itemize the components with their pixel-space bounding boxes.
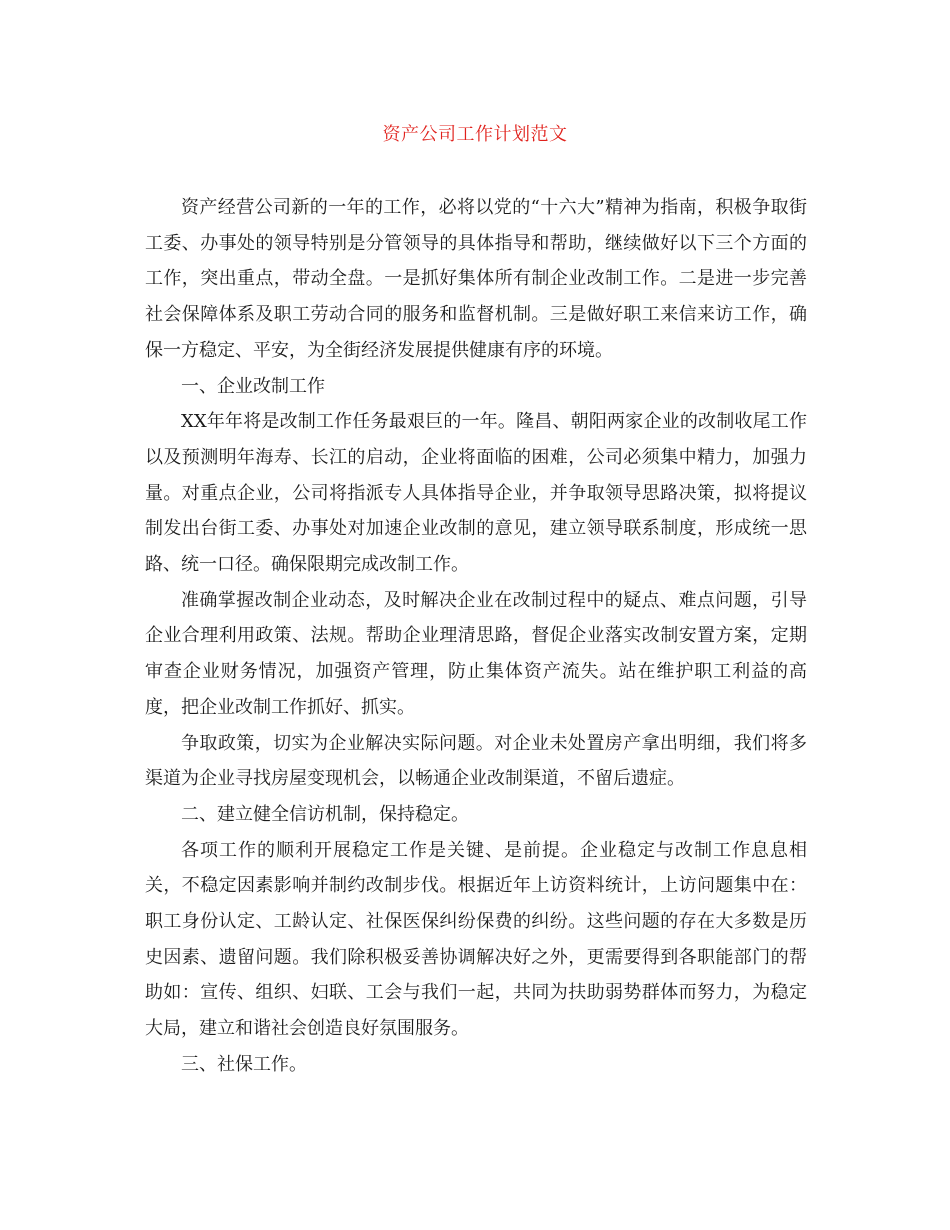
document-title: 资产公司工作计划范文 xyxy=(382,124,568,145)
section-heading-2: 二、建立健全信访机制，保持稳定。 xyxy=(181,803,469,825)
paragraph: 各项工作的顺利开展稳定工作是关键、是前提。企业稳定与改制工作息息相关，不稳定因素影响并制约改制步伐。根据近年上访资料统计，上访问题集中在：职工身份认定、工龄认定、社保医保纠纷保费的纠纷。这些问题的存在大多数是历史因素、遗留问题。我们除积极妥善协调解决好之外，更需要得到各职能部门的帮助如：宣传、组织、妇联、工会与我们一起，共同为扶助弱势群体而努力，为稳定大局，建立和谐社会创造良好氛围服务。 xyxy=(145,839,807,1040)
paragraph-intro: 资产经营公司新的一年的工作，必将以党的“十六大”精神为指南，积极争取街工委、办事处的领导特别是分管领导的具体指导和帮助，继续做好以下三个方面的工作，突出重点，带动全盘。一是抓好集体所有制企业改制工作。二是进一步完善社会保障体系及职工劳动合同的服务和监督机制。三是做好职工来信来访工作，确保一方稳定、平安，为全街经济发展提供健康有序的环境。 xyxy=(145,197,807,361)
paragraph: 准确掌握改制企业动态，及时解决企业在改制过程中的疑点、难点问题，引导企业合理利用政策、法规。帮助企业理清思路，督促企业落实改制安置方案，定期审查企业财务情况，加强资产管理，防止集体资产流失。站在维护职工利益的高度，把企业改制工作抓好、抓实。 xyxy=(145,589,807,718)
document-body xyxy=(145,190,807,1083)
section-heading-1: 一、企业改制工作 xyxy=(181,375,325,397)
paragraph: 争取政策，切实为企业解决实际问题。对企业未处置房产拿出明细，我们将多渠道为企业寻找房屋变现机会，以畅通企业改制渠道，不留后遗症。 xyxy=(145,732,807,790)
paragraph: XX年年将是改制工作任务最艰巨的一年。隆昌、朝阳两家企业的改制收尾工作以及预测明年海寿、长江的启动，企业将面临的困难，公司必须集中精力，加强力量。对重点企业，公司将指派专人具体指导企业，并争取领导思路决策，拟将提议制发出台街工委、办事处对加速企业改制的意见，建立领导联系制度，形成统一思路、统一口径。确保限期完成改制工作。 xyxy=(145,411,807,576)
section-heading-3: 三、社保工作。 xyxy=(181,1053,307,1075)
